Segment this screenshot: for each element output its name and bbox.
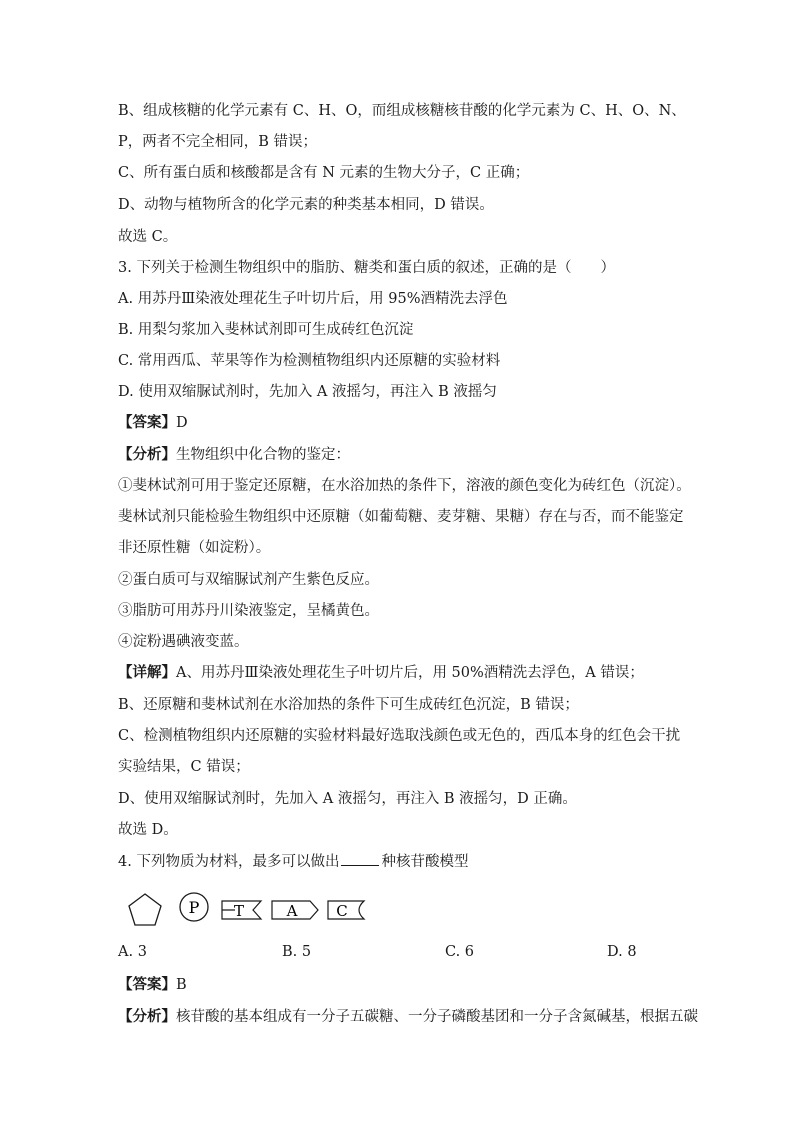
detail-3 [118,663,688,683]
answer-blank [341,851,379,866]
base-a-label: A [286,902,298,920]
question-4-option-d: D. 8 [607,944,637,960]
analysis-text: 核苷酸的基本组成有一分子五碳糖、一分子磷酸基团和一分子含氮碱基，根据五碳 [176,1009,698,1025]
question-3-option-c: C. 常用西瓜、苹果等作为检测植物组织内还原糖的实验材料 [118,353,501,369]
question-3-option-b: B. 用梨匀浆加入斐林试剂即可生成砖红色沉淀 [118,322,414,338]
text-line: C、检测植物组织内还原糖的实验材料最好选取浅颜色或无色的，西瓜本身的红色会干扰 [118,728,681,744]
question-4-option-c: C. 6 [445,944,475,960]
text-line: 斐林试剂只能检验生物组织中还原糖（如葡萄糖、麦芽糖、果糖）存在与否，而不能鉴定 [118,509,684,525]
text-line: B、还原糖和斐林试剂在水浴加热的条件下可生成砖红色沉淀，B 错误； [118,697,579,713]
analysis-label: 【分析】 [118,1008,176,1025]
answer-label: 【答案】 [118,976,176,993]
text-line: C、所有蛋白质和核酸都是含有 N 元素的生物大分子，C 正确； [118,165,530,181]
text-line: D、使用双缩脲试剂时，先加入 A 液摇匀，再注入 B 液摇匀，D 正确。 [118,791,577,807]
phosphate-label: P [188,898,200,917]
analysis-text: 生物组织中化合物的鉴定： [176,447,350,463]
text-line: ①斐林试剂可用于鉴定还原糖，在水浴加热的条件下，溶液的颜色变化为砖红色（沉淀）。 [118,478,691,494]
answer-value: D [176,415,188,431]
text-line: P，两者不完全相同，B 错误； [118,134,318,150]
detail-label: 【详解】 [118,664,176,681]
answer-4 [118,975,688,995]
analysis-4 [118,1007,698,1027]
text-line: 故选 D。 [118,822,178,838]
text-line: ③脂肪可用苏丹川染液鉴定，呈橘黄色。 [118,603,379,619]
question-4-options [118,944,678,964]
nucleotide-materials-figure [124,886,384,934]
question-3-option-a: A. 用苏丹Ⅲ染液处理花生子叶切片后，用 95%酒精洗去浮色 [118,291,508,307]
text-line: ④淀粉遇碘液变蓝。 [118,634,249,650]
analysis-3 [118,445,688,465]
base-t-label: T [233,902,245,920]
base-c-label: C [336,902,348,920]
text-line: 实验结果，C 错误； [118,759,250,775]
question-3-stem: 3. 下列关于检测生物组织中的脂肪、糖类和蛋白质的叙述，正确的是（ ） [118,260,615,276]
answer-value: B [176,977,187,993]
question-4-option-a: A. 3 [118,944,147,960]
text-line: D、动物与植物所含的化学元素的种类基本相同，D 错误。 [118,197,494,213]
text-line: 非还原性糖（如淀粉）。 [118,540,271,556]
answer-3 [118,413,688,433]
question-4-option-b: B. 5 [282,944,312,960]
pentagon-sugar-shape [129,894,161,925]
question-4-stem: 4. 下列物质为材料，最多可以做出 种核苷酸模型 [118,851,688,872]
answer-label: 【答案】 [118,414,176,431]
text-line: 故选 C。 [118,229,178,245]
analysis-label: 【分析】 [118,446,176,463]
detail-text: A、用苏丹Ⅲ染液处理花生子叶切片后，用 50%酒精洗去浮色，A 错误； [176,665,644,681]
text-line: ②蛋白质可与双缩脲试剂产生紫色反应。 [118,572,379,588]
question-3-option-d: D. 使用双缩脲试剂时，先加入 A 液摇匀，再注入 B 液摇匀 [118,384,497,400]
text-line: B、组成核糖的化学元素有 C、H、O，而组成核糖核苷酸的化学元素为 C、H、O、N、 [118,103,686,119]
